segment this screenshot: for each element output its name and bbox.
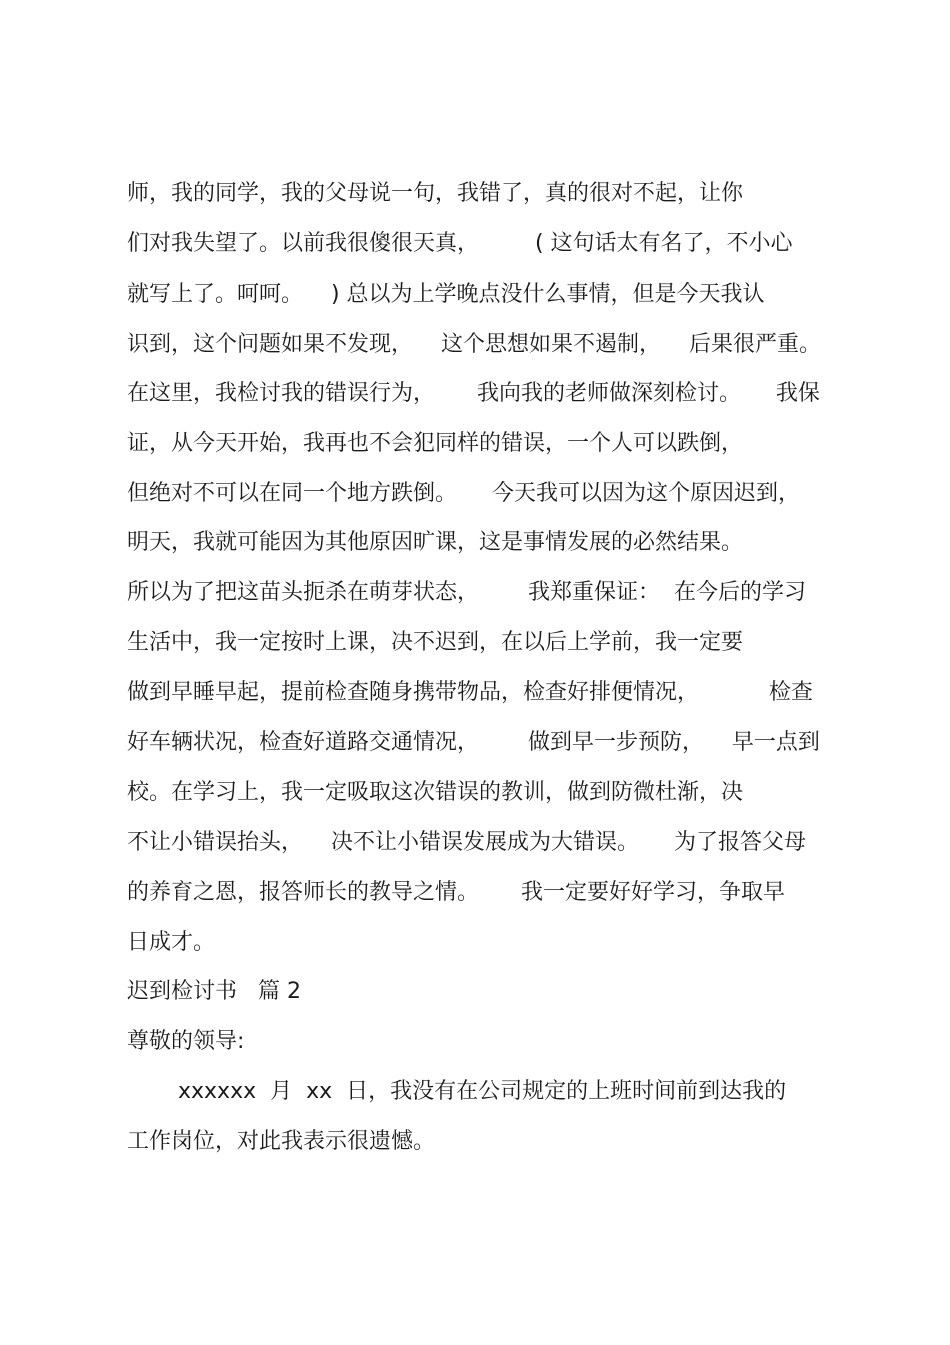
body-text-line: 师，我的同学，我的父母说一句，我错了，真的很对不起，让你 — [127, 181, 744, 206]
body-text-line: 的养育之恩，报答师长的教导之情。 我一定要好好学习，争取早 — [127, 880, 785, 905]
body-text-line: 明天，我就可能因为其他原因旷课，这是事情发展的必然结果。 — [127, 530, 744, 555]
body-text-line: 但绝对不可以在同一个地方跌倒。 今天我可以因为这个原因迟到， — [127, 481, 800, 506]
body-text-line: 校。在学习上，我一定吸取这次错误的教训，做到防微杜渐，决 — [127, 780, 744, 805]
body-text-line: 在这里，我检讨我的错误行为， 我向我的老师做深刻检讨。 我保 — [127, 381, 820, 406]
body-text-line: 就写上了。呵呵。 ) 总以为上学晚点没什么事情，但是今天我认 — [127, 282, 765, 307]
paragraph-line: xxxxxx 月 xx 日，我没有在公司规定的上班时间前到达我的 — [178, 1079, 787, 1104]
body-text-line: 证，从今天开始，我再也不会犯同样的错误，一个人可以跌倒， — [127, 431, 744, 456]
body-text-line: 好车辆状况，检查好道路交通情况， 做到早一步预防， 早一点到 — [127, 730, 820, 755]
body-text-line: 做到早睡早起，提前检查随身携带物品，检查好排便情况， 检查 — [127, 680, 813, 705]
salutation: 尊敬的领导: — [127, 1029, 245, 1054]
body-text-line: 所以为了把这苗头扼杀在萌芽状态， 我郑重保证： 在今后的学习 — [127, 580, 806, 605]
body-text-line: 识到，这个问题如果不发现， 这个思想如果不遏制， 后果很严重。 — [127, 332, 821, 357]
paragraph-line: 工作岗位，对此我表示很遗憾。 — [127, 1129, 436, 1154]
body-text-line: 日成才。 — [127, 930, 216, 955]
body-text-line: 生活中，我一定按时上课，决不迟到，在以后上学前，我一定要 — [127, 630, 744, 655]
body-text-line: 们对我失望了。以前我很傻很天真， ( 这句话太有名了，不小心 — [127, 231, 793, 256]
section-heading: 迟到检讨书 篇 2 — [127, 979, 301, 1004]
body-text-line: 不让小错误抬头， 决不让小错误发展成为大错误。 为了报答父母 — [127, 830, 806, 855]
